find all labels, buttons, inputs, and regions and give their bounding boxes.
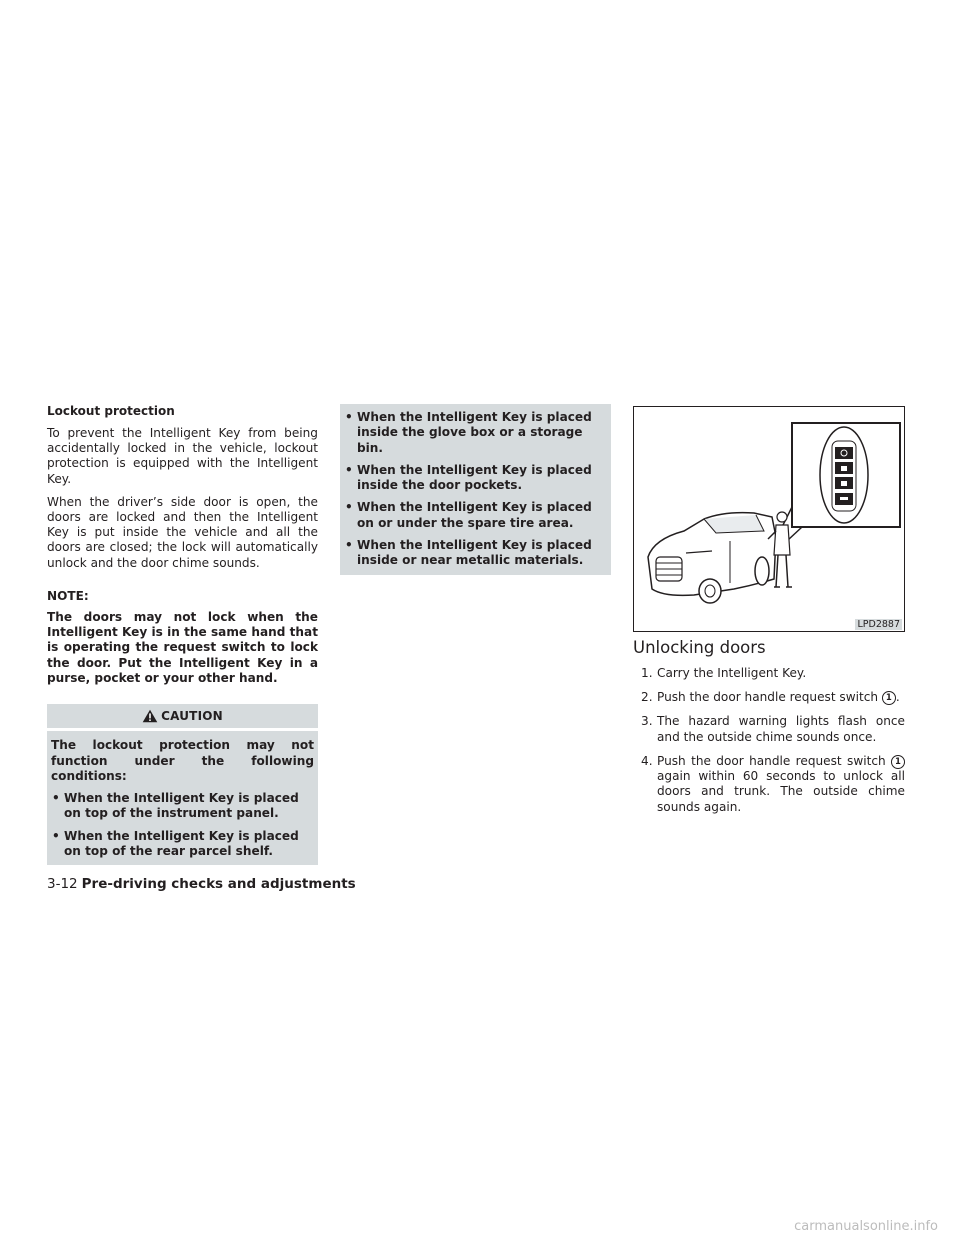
- caution-intro: The lockout protection may not function under the following conditions:: [51, 738, 314, 783]
- caution-bullet: • When the Intelligent Key is placed inside or near metallic materials.: [344, 538, 607, 569]
- caution-header: [47, 704, 318, 728]
- lockout-heading: Lockout protection: [47, 404, 175, 418]
- column-right: [633, 406, 905, 824]
- note-text: The doors may not lock when the Intelligent Key is in the same hand that is operating the request switch to lock the door. Put the Intelligent Key in a purse, pocket or your other hand.: [47, 609, 318, 686]
- note-label: NOTE:: [47, 588, 89, 603]
- column-left: [47, 404, 318, 865]
- caution-title: CAUTION: [161, 709, 223, 724]
- step-item: 4. Push the door handle request switch 1 again within 60 seconds to unlock all doors and trunk. The outside chime sounds again.: [641, 753, 905, 814]
- unlocking-heading: Unlocking doors: [633, 638, 766, 657]
- unlocking-steps: [633, 666, 905, 815]
- callout-1-icon: 1: [882, 691, 896, 705]
- caution-bullet: • When the Intelligent Key is placed inside the door pockets.: [344, 463, 607, 494]
- figure-intelligent-key: [633, 406, 905, 632]
- warning-icon: [142, 709, 158, 723]
- step-item: 3. The hazard warning lights flash once and the outside chime sounds once.: [641, 714, 905, 744]
- caution-bullet: • When the Intelligent Key is placed on top of the instrument panel.: [51, 791, 314, 822]
- step-item: 2. Push the door handle request switch 1 .: [641, 690, 900, 705]
- lockout-paragraph-2: When the driver’s side door is open, the doors are locked and then the Intelligent Key is put inside the vehicle and all the doors are closed; the lock will automatically unlock and the door chime sounds.: [47, 494, 318, 570]
- column-middle: [340, 404, 611, 575]
- page-number: 3-12: [47, 876, 78, 892]
- caution-body-left: [47, 731, 318, 865]
- caution-body-right: [340, 404, 611, 575]
- caution-bullet: • When the Intelligent Key is placed on top of the rear parcel shelf.: [51, 829, 314, 860]
- caution-bullet: • When the Intelligent Key is placed on or under the spare tire area.: [344, 500, 607, 531]
- lockout-paragraph-1: To prevent the Intelligent Key from being accidentally locked in the vehicle, lockout protection is equipped with the Intelligent Key.: [47, 426, 318, 486]
- callout-1-icon: 1: [891, 755, 905, 769]
- figure-label: LPD2887: [857, 619, 900, 630]
- page-footer: [47, 876, 356, 892]
- caution-bullet: • When the Intelligent Key is placed inside the glove box or a storage bin.: [344, 410, 607, 456]
- car-and-key-illustration: [634, 407, 904, 631]
- section-title: Pre-driving checks and adjustments: [81, 876, 356, 892]
- watermark[interactable]: carmanualsonline.info: [794, 1219, 938, 1234]
- step-item: 1. Carry the Intelligent Key.: [641, 666, 807, 680]
